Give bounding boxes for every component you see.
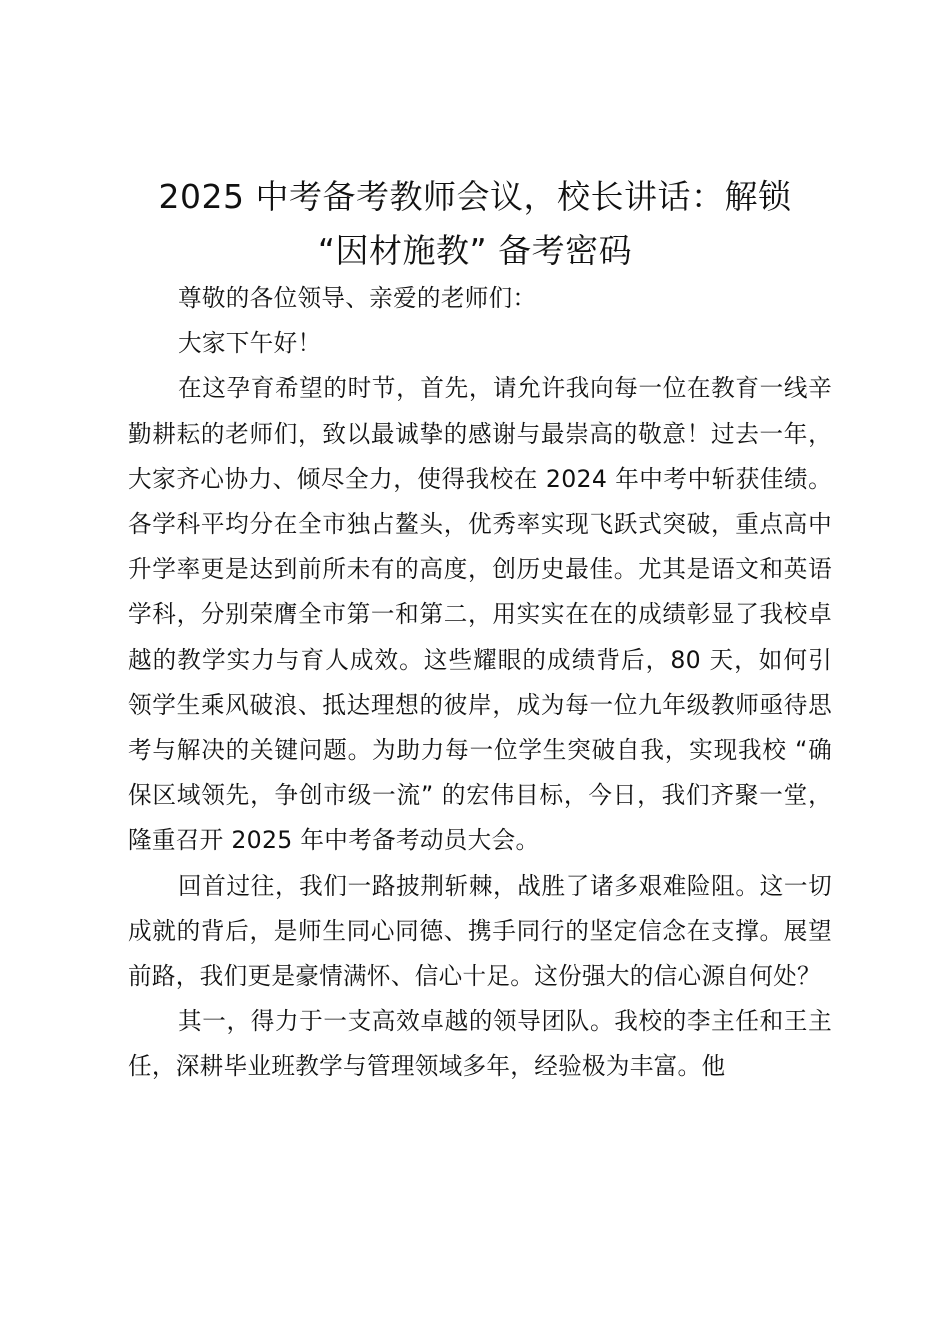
greeting: 大家下午好！: [178, 329, 322, 358]
document-title: [100, 170, 850, 278]
paragraph: 在这孕育希望的时节，首先，请允许我向每一位在教育一线辛勤耕耘的老师们，致以最诚挚的感谢与最崇高的敬意！过去一年，大家齐心协力、倾尽全力，使得我校在 2024 年中考中斩获佳绩。各学科平均分在全市独占鳌头，优秀率实现飞跃式突破，重点高中升学率更是达到前所未有的高度，创历史最佳。尤其是语文和英语学科，分别荣膺全市第一和第二，用实实在在的成绩彰显了我校卓越的教学实力与育人成效。这些耀眼的成绩背后，80 天，如何引领学生乘风破浪、抵达理想的彼岸，成为每一位九年级教师亟待思考与解决的关键问题。为助力每一位学生突破自我，实现我校 “确保区域领先，争创市级一流” 的宏伟目标，今日，我们齐聚一堂，隆重召开 2025 年中考备考动员大会。: [128, 374, 832, 855]
paragraph: 其一，得力于一支高效卓越的领导团队。我校的李主任和王主任，深耕毕业班教学与管理领域多年，经验极为丰富。他: [128, 1007, 832, 1081]
paragraph: 回首过往，我们一路披荆斩棘，战胜了诸多艰难险阻。这一切成就的背后，是师生同心同德、携手同行的坚定信念在支撑。展望前路，我们更是豪情满怀、信心十足。这份强大的信心源自何处？: [128, 871, 832, 991]
title-line-2: “因材施教” 备考密码: [317, 231, 633, 270]
title-line-1: 2025 中考备考教师会议，校长讲话：解锁: [158, 177, 792, 216]
salutation: 尊敬的各位领导、亲爱的老师们：: [178, 284, 537, 312]
document-body: [128, 276, 832, 1090]
